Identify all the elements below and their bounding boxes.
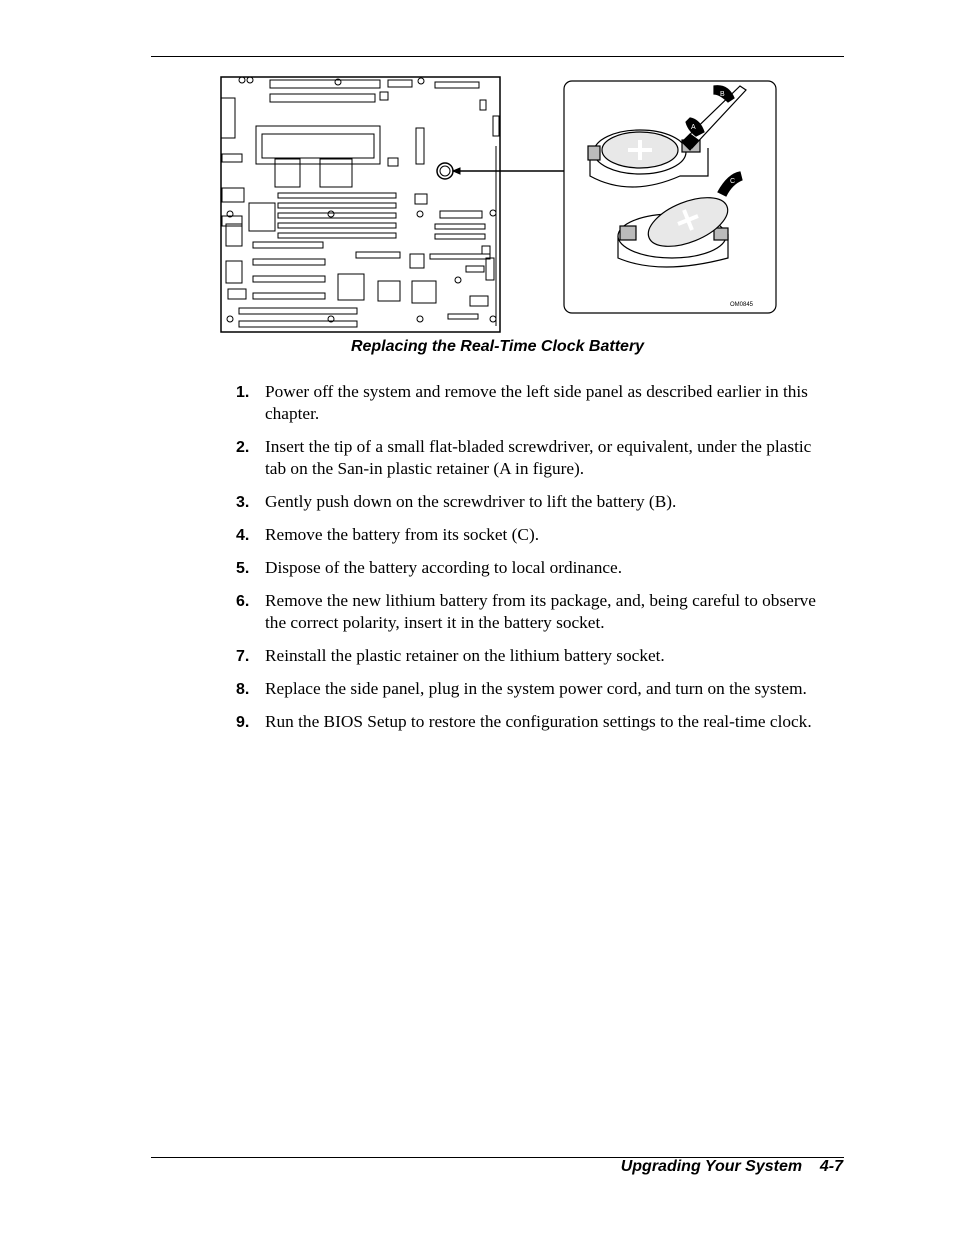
step-item [236, 524, 836, 546]
art-code: OM0845 [730, 302, 754, 308]
rtc-battery-figure [220, 76, 780, 334]
step-number: 8. [236, 681, 250, 698]
battery-detail [564, 81, 776, 313]
step-item [236, 381, 836, 425]
step-text: Power off the system and remove the left side panel as described earlier in this chapter. [265, 382, 808, 423]
step-item [236, 711, 836, 733]
callout-b-label: B [720, 91, 725, 98]
step-item [236, 678, 836, 700]
procedure-steps [236, 381, 836, 744]
step-number: 7. [236, 648, 250, 665]
callout-c-label: C [730, 178, 736, 185]
callout-a-label: A [691, 124, 696, 131]
step-item [236, 557, 836, 579]
step-text: Remove the battery from its socket (C). [265, 525, 540, 544]
motherboard-diagram [221, 77, 564, 332]
step-item [236, 590, 836, 634]
page-footer [621, 1158, 843, 1176]
step-number: 6. [236, 593, 250, 610]
step-text: Remove the new lithium battery from its package, and, being careful to observe the correct polarity, insert it in the battery socket. [265, 591, 816, 632]
step-number: 2. [236, 439, 250, 456]
page-number: 4-7 [819, 1158, 843, 1175]
step-text: Run the BIOS Setup to restore the configuration settings to the real-time clock. [265, 712, 812, 731]
step-text: Dispose of the battery according to local ordinance. [265, 558, 623, 577]
step-number: 4. [236, 527, 250, 544]
step-text: Reinstall the plastic retainer on the lithium battery socket. [265, 646, 665, 665]
step-text: Replace the side panel, plug in the system power cord, and turn on the system. [265, 679, 807, 698]
step-item [236, 491, 836, 513]
step-text: Gently push down on the screwdriver to lift the battery (B). [265, 492, 677, 511]
step-item [236, 645, 836, 667]
step-text: Insert the tip of a small flat-bladed screwdriver, or equivalent, under the plastic tab on the San-in plastic retainer (A in figure). [265, 437, 812, 478]
step-number: 1. [236, 384, 250, 401]
header-rule [151, 56, 844, 57]
step-item [236, 436, 836, 480]
step-number: 9. [236, 714, 250, 731]
footer-section: Upgrading Your System [620, 1158, 803, 1175]
figure-caption: Replacing the Real-Time Clock Battery [350, 338, 645, 355]
step-number: 3. [236, 494, 250, 511]
step-number: 5. [236, 560, 250, 577]
